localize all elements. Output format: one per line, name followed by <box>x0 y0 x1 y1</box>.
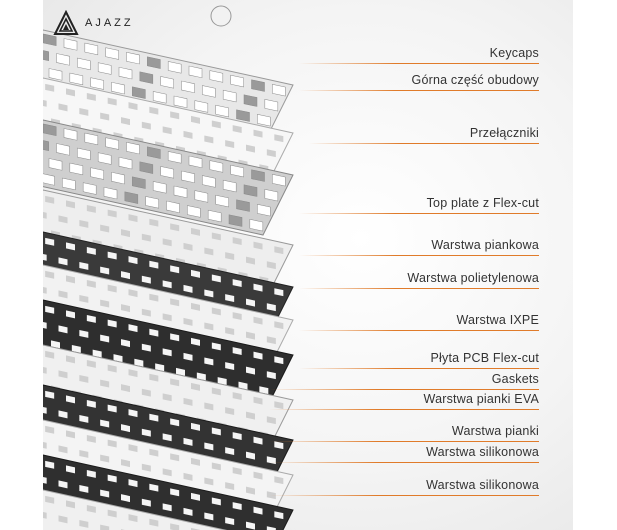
label-foam-layer: Warstwa piankowa <box>431 238 539 252</box>
leader-line <box>299 330 539 331</box>
label-ixpe-layer: Warstwa IXPE <box>456 313 539 327</box>
label-switches: Przełączniki <box>469 126 539 140</box>
volume-knob <box>211 6 231 26</box>
label-polyethylene-layer: Warstwa polietylenowa <box>407 271 539 285</box>
leader-line <box>299 368 539 369</box>
label-silicone-2: Warstwa silikonowa <box>426 478 539 492</box>
leader-line <box>269 389 539 390</box>
leader-line <box>299 90 539 91</box>
leader-line <box>269 495 539 496</box>
leader-line <box>269 441 539 442</box>
leader-line <box>299 255 539 256</box>
label-gaskets: Gaskets <box>491 372 539 386</box>
label-foam: Warstwa pianki <box>451 424 539 438</box>
label-keycaps: Keycaps <box>489 46 539 60</box>
leader-line <box>299 288 539 289</box>
brand-logo <box>53 10 134 36</box>
leader-line <box>269 409 539 410</box>
label-top-plate: Top plate z Flex-cut <box>426 196 539 210</box>
leader-line <box>299 63 539 64</box>
exploded-keyboard-diagram <box>43 0 573 530</box>
leader-line <box>299 213 539 214</box>
leader-line <box>309 143 539 144</box>
brand-name: AJAZZ <box>85 17 134 29</box>
label-pcb: Płyta PCB Flex-cut <box>430 351 539 365</box>
label-silicone-1: Warstwa silikonowa <box>426 445 539 459</box>
label-eva-foam: Warstwa pianki EVA <box>423 392 539 406</box>
label-top-case: Górna część obudowy <box>411 73 539 87</box>
leader-line <box>269 462 539 463</box>
ajazz-logo-icon <box>53 10 79 36</box>
